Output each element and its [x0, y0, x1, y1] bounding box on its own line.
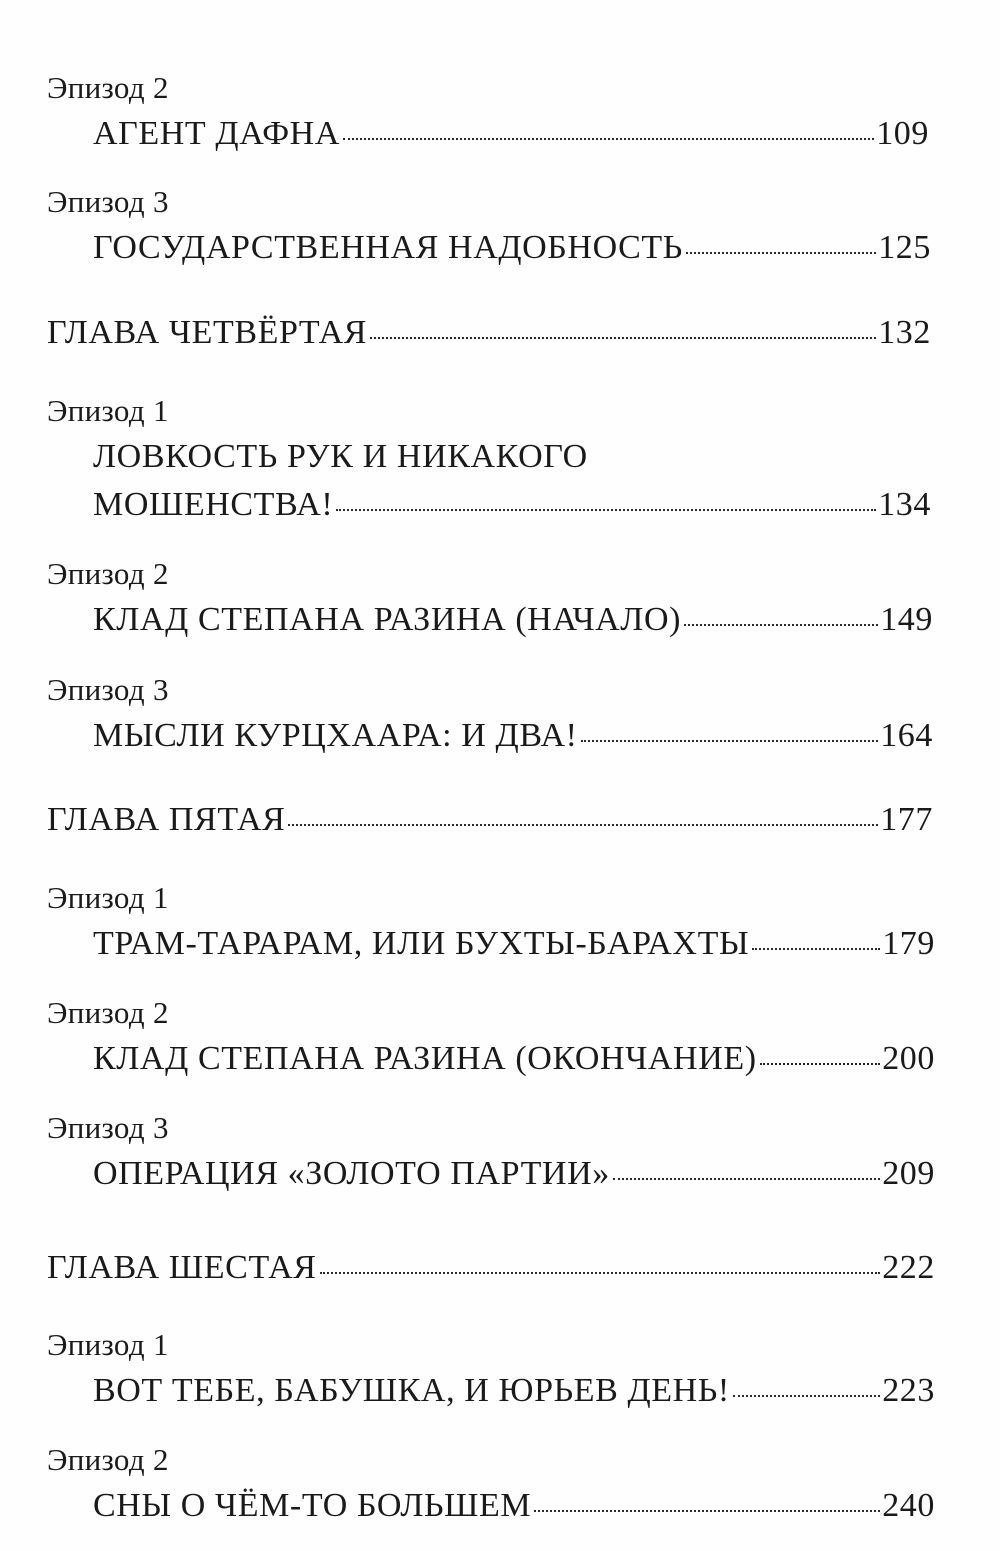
episode-label-text: Эпизод 3 — [47, 672, 169, 707]
episode-label-text: Эпизод 1 — [47, 393, 169, 428]
toc-entry-page-number: 164 — [880, 717, 933, 754]
toc-chapter-six[interactable] — [47, 1248, 935, 1288]
toc-entry-title: ВОТ ТЕБЕ, БАБУШКА, И ЮРЬЕВ ДЕНЬ! — [93, 1372, 730, 1409]
episode-label — [47, 993, 169, 1033]
toc-entry-klad-okonchanie[interactable] — [93, 1039, 935, 1079]
toc-chapter-title: ГЛАВА ШЕСТАЯ — [47, 1249, 317, 1286]
dot-leader — [752, 948, 880, 950]
toc-entry-page-number: 177 — [880, 801, 933, 838]
toc-entry-page-number: 132 — [878, 314, 931, 351]
toc-entry-title: КЛАД СТЕПАНА РАЗИНА (НАЧАЛО) — [93, 601, 682, 638]
toc-entry-title: АГЕНТ ДАФНА — [93, 115, 340, 152]
toc-entry-title-line1: ЛОВКОСТЬ РУК И НИКАКОГО — [93, 438, 588, 475]
toc-entry-page-number: 209 — [882, 1155, 935, 1192]
toc-entry-sny-o-chem-to-bolshem[interactable] — [93, 1486, 935, 1526]
dot-leader — [760, 1063, 881, 1065]
episode-label — [47, 182, 169, 222]
episode-label-text: Эпизод 2 — [47, 70, 169, 105]
toc-entry-page-number: 223 — [882, 1372, 935, 1409]
episode-label — [47, 1325, 169, 1365]
toc-entry-page-number: 149 — [880, 601, 933, 638]
dot-leader — [581, 740, 879, 742]
toc-chapter-four[interactable] — [47, 313, 931, 353]
episode-label-text: Эпизод 3 — [47, 184, 169, 219]
dot-leader — [686, 252, 876, 254]
toc-entry-lovkost-ruk[interactable] — [93, 485, 931, 525]
toc-chapter-title: ГЛАВА ЧЕТВЁРТАЯ — [47, 314, 368, 351]
dot-leader — [684, 624, 878, 626]
toc-entry-title: МЫСЛИ КУРЦХААРА: И ДВА! — [93, 717, 578, 754]
toc-entry-page-number: 179 — [882, 925, 935, 962]
toc-entry-title: МОШЕНСТВА! — [93, 486, 334, 523]
toc-entry-page-number: 109 — [876, 115, 929, 152]
toc-entry-klad-nachalo[interactable] — [93, 600, 933, 640]
toc-entry-page-number: 222 — [882, 1249, 935, 1286]
episode-label — [47, 391, 169, 431]
toc-entry-page-number: 134 — [878, 486, 931, 523]
episode-label — [47, 1108, 169, 1148]
dot-leader — [343, 138, 874, 140]
toc-entry-gosudarstvennaya-nadobnost[interactable] — [93, 228, 931, 268]
episode-label-text: Эпизод 2 — [47, 995, 169, 1030]
toc-entry-title: КЛАД СТЕПАНА РАЗИНА (ОКОНЧАНИЕ) — [93, 1040, 757, 1077]
toc-entry-agent-dafna[interactable] — [93, 114, 929, 154]
dot-leader — [733, 1395, 880, 1397]
episode-label-text: Эпизод 2 — [47, 556, 169, 591]
episode-label — [47, 1440, 169, 1480]
toc-entry-vot-tebe-babushka[interactable] — [93, 1371, 935, 1411]
toc-entry-title: ОПЕРАЦИЯ «ЗОЛОТО ПАРТИИ» — [93, 1155, 610, 1192]
toc-entry-page-number: 125 — [878, 229, 931, 266]
episode-label — [47, 670, 169, 710]
episode-label-text: Эпизод 1 — [47, 1327, 169, 1362]
episode-label-text: Эпизод 3 — [47, 1110, 169, 1145]
toc-entry-mysli-kurtskhaara[interactable] — [93, 716, 933, 756]
dot-leader — [288, 824, 878, 826]
toc-entry-operatsiya-zoloto-partii[interactable] — [93, 1154, 935, 1194]
toc-chapter-title: ГЛАВА ПЯТАЯ — [47, 801, 286, 838]
episode-label-text: Эпизод 1 — [47, 880, 169, 915]
dot-leader — [534, 1510, 880, 1512]
episode-label-text: Эпизод 2 — [47, 1442, 169, 1477]
episode-label — [47, 878, 169, 918]
toc-entry-tram-tararam[interactable] — [93, 924, 935, 964]
toc-entry-title: ГОСУДАРСТВЕННАЯ НАДОБНОСТЬ — [93, 229, 683, 266]
episode-label — [47, 554, 169, 594]
toc-entry-page-number: 200 — [882, 1040, 935, 1077]
dot-leader — [370, 337, 876, 339]
toc-entry-title: СНЫ О ЧЁМ-ТО БОЛЬШЕМ — [93, 1487, 532, 1524]
dot-leader — [613, 1178, 880, 1180]
toc-entry-page-number: 240 — [882, 1487, 935, 1524]
dot-leader — [320, 1272, 881, 1274]
toc-chapter-five[interactable] — [47, 800, 933, 840]
episode-label — [47, 68, 169, 108]
toc-entry-title: ТРАМ-ТАРАРАМ, ИЛИ БУХТЫ-БАРАХТЫ — [93, 925, 750, 962]
dot-leader — [336, 509, 876, 511]
